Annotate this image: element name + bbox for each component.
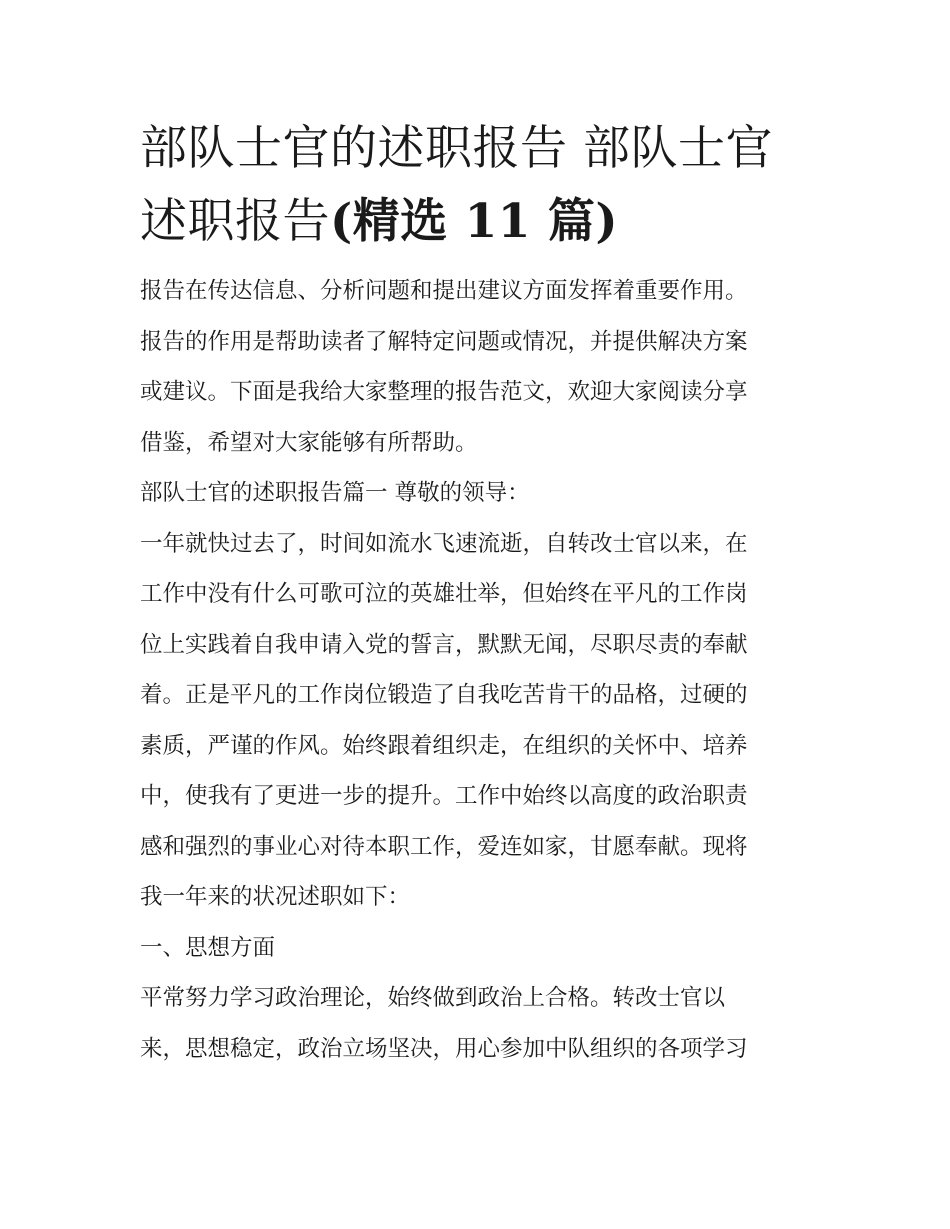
- text-line: 报告的作用是帮助读者了解特定问题或情况，并提供解决方案: [140, 328, 748, 355]
- title-line-1: 部队士官的述职报告 部队士官: [140, 121, 773, 176]
- text-line: 工作中没有什么可歌可泣的英雄壮举，但始终在平凡的工作岗: [140, 581, 748, 607]
- text-line: 着。正是平凡的工作岗位锻造了自我吃苦肯干的品格，过硬的: [140, 682, 748, 708]
- paragraph-section-heading: [140, 468, 830, 519]
- text-line: 感和强烈的事业心对待本职工作，爱连如家，甘愿奉献。现将: [140, 833, 748, 860]
- paragraph-subheading: [140, 923, 830, 974]
- text-line: 素质，严谨的作风。始终跟着组织走，在组织的关怀中、培养: [140, 732, 748, 759]
- document-body: [140, 112, 830, 1074]
- text-line: 我一年来的状况述职如下：: [140, 884, 411, 910]
- paragraph-body: [140, 519, 830, 923]
- text-line: 部队士官的述职报告篇一 尊敬的领导：: [140, 480, 530, 506]
- text-line: 位上实践着自我申请入党的誓言，默默无闻，尽职尽责的奉献: [140, 631, 748, 658]
- text-line: 借鉴，希望对大家能够有所帮助。: [140, 429, 478, 456]
- text-line: 报告在传达信息、分析问题和提出建议方面发挥着重要作用。: [140, 278, 748, 304]
- text-line: 平常努力学习政治理论，始终做到政治上合格。转改士官以: [140, 985, 726, 1011]
- text-line: 一年就快过去了，时间如流水飞速流逝，自转改士官以来，在: [140, 530, 748, 557]
- title-line-2: [140, 185, 830, 258]
- text-line: 一、思想方面: [140, 934, 276, 961]
- text-line: 或建议。下面是我给大家整理的报告范文，欢迎大家阅读分享: [140, 379, 748, 405]
- document-title: [140, 112, 830, 258]
- text-line: 来，思想稳定，政治立场坚决，用心参加中队组织的各项学习: [140, 1035, 748, 1062]
- paragraph-body: [140, 973, 830, 1074]
- title-line-2-bold: (精选 11 篇): [330, 194, 619, 249]
- text-line: 中，使我有了更进一步的提升。工作中始终以高度的政治职责: [140, 783, 748, 809]
- paragraph-intro: [140, 266, 830, 468]
- title-line-2-text: 述职报告: [140, 194, 330, 249]
